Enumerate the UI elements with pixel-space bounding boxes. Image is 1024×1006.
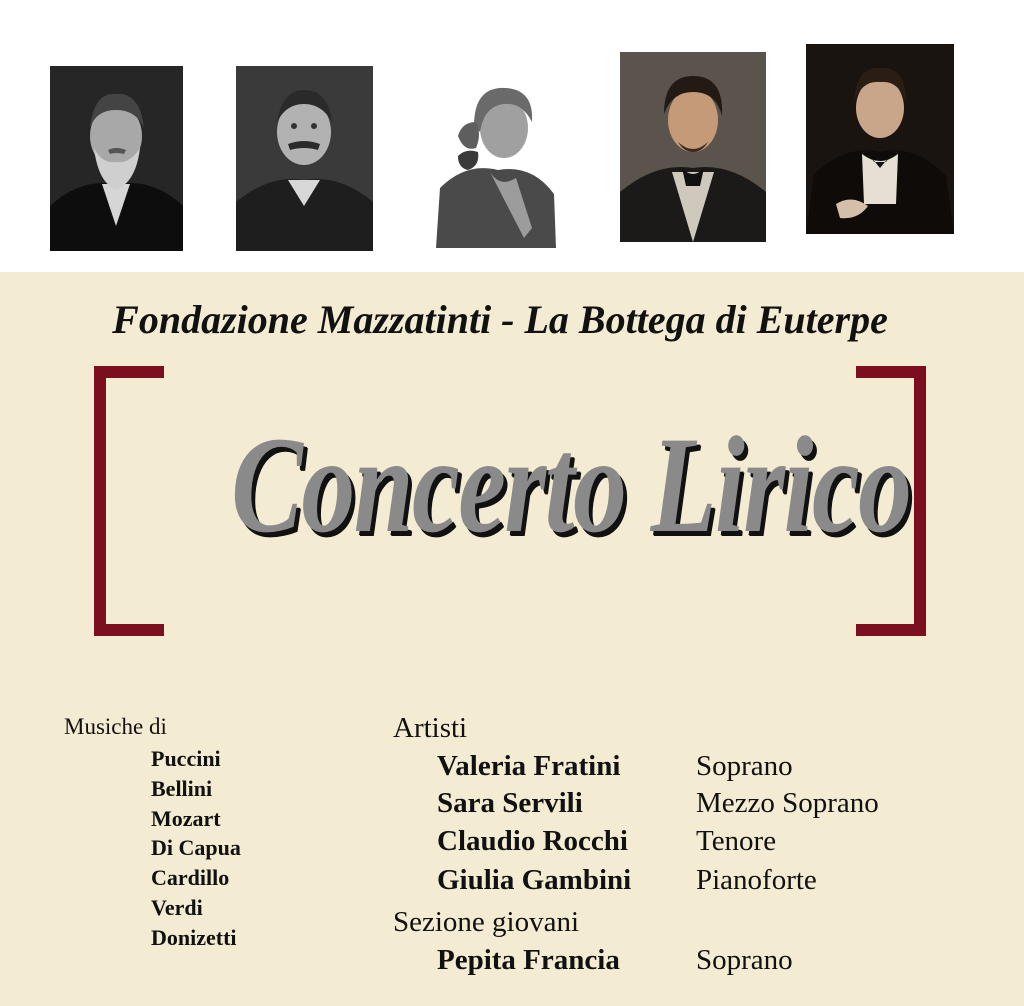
composer-list xyxy=(151,744,241,953)
portrait-3 xyxy=(436,78,556,248)
artist-name: Valeria Fratini xyxy=(437,750,621,782)
composer-item: Cardillo xyxy=(151,865,230,891)
youth-section-heading: Sezione giovani xyxy=(393,906,580,938)
artist-name: Sara Servili xyxy=(437,787,583,819)
composer-item: Verdi xyxy=(151,894,203,920)
composer-item: Mozart xyxy=(151,805,221,831)
composer-item: Puccini xyxy=(151,746,221,771)
portrait-2 xyxy=(236,66,373,251)
event-title: Concerto Lirico xyxy=(231,408,911,561)
artist-name: Giulia Gambini xyxy=(437,864,632,896)
artist-role: Soprano xyxy=(696,750,793,782)
left-bracket xyxy=(94,366,164,636)
artist-role: Pianoforte xyxy=(696,864,817,896)
organization-title: Fondazione Mazzatinti - La Bottega di Euterpe xyxy=(112,297,888,342)
composer-item: Bellini xyxy=(151,775,213,801)
portrait-5 xyxy=(806,44,954,234)
portrait-1 xyxy=(50,66,183,251)
composer-item: Di Capua xyxy=(151,835,241,861)
artist-name: Pepita Francia xyxy=(437,944,620,976)
artist-role: Mezzo Soprano xyxy=(696,787,879,819)
artist-role: Soprano xyxy=(696,944,793,976)
composer-item: Donizetti xyxy=(151,924,237,950)
portrait-4 xyxy=(620,52,766,242)
artists-heading: Artisti xyxy=(393,712,468,744)
artist-role: Tenore xyxy=(696,825,777,857)
music-heading: Musiche di xyxy=(64,714,167,739)
artist-name: Claudio Rocchi xyxy=(437,825,628,857)
